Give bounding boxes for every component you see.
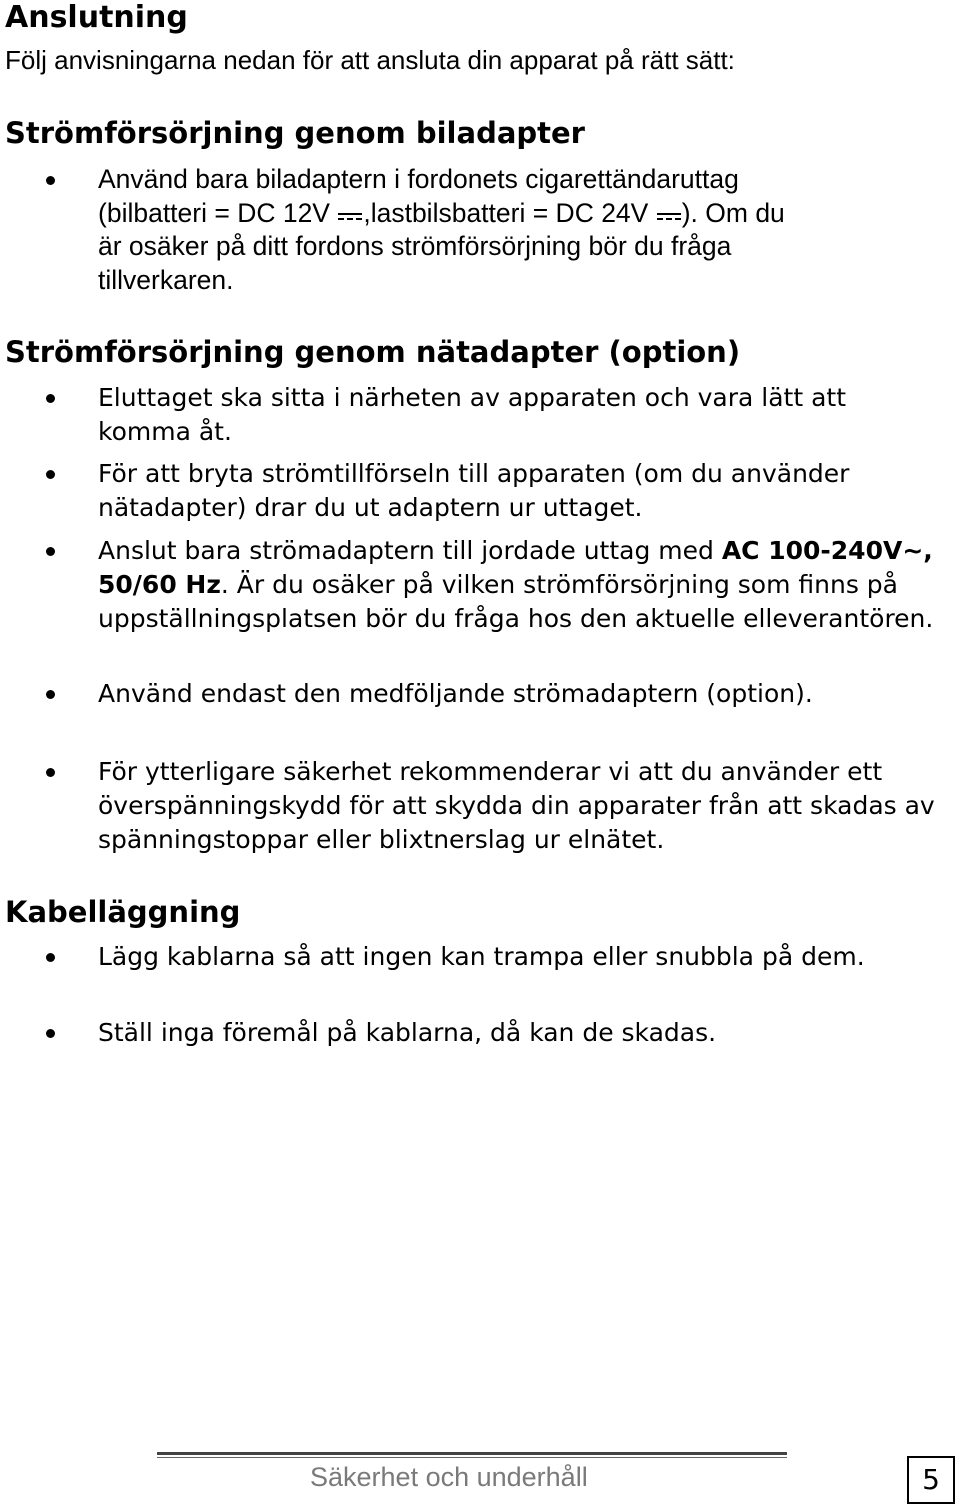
list-item: Använd endast den medföljande strömadaptern (option).	[0, 677, 943, 755]
kabellaggning-list	[0, 940, 960, 1050]
footer-title: Säkerhet och underhåll	[310, 1462, 588, 1492]
intro-text: Följ anvisningarna nedan för att ansluta din apparat på rätt sätt:	[5, 45, 735, 75]
section-heading-biladapter: Strömförsörjning genom biladapter	[5, 116, 585, 150]
list-item: Använd bara biladaptern i fordonets cigarettändaruttag (bilbatteri = DC 12V ,lastbilsbatteri = DC 24V ). Om du är osäker på ditt fordons strömförsörjning bör du fråga tillverkaren.	[0, 163, 943, 297]
bullet-icon	[46, 768, 55, 777]
direct-current-icon	[657, 212, 681, 222]
page-title: Anslutning	[5, 0, 188, 35]
list-item: För ytterligare säkerhet rekommenderar vi att du använder ett överspänningskydd för att skydda din apparater från att skadas av spänningstoppar eller blixtnerslag ur elnätet.	[0, 755, 943, 857]
list-item: Ställ inga föremål på kablarna, då kan de skadas.	[0, 1016, 943, 1050]
biladapter-list	[0, 163, 960, 297]
bullet-icon	[46, 690, 55, 699]
natadapter-list	[0, 381, 960, 857]
bullet-icon	[46, 547, 55, 556]
page-number: 5	[922, 1463, 940, 1496]
footer-rule	[157, 1452, 787, 1455]
page-number-box	[907, 1456, 955, 1504]
list-item: Anslut bara strömadaptern till jordade uttag med AC 100-240V~, 50/60 Hz. Är du osäker på vilken strömförsörjning som finns på uppställningsplatsen bör du fråga hos den aktuelle elleverantören.	[0, 534, 943, 677]
voltage-spec: AC 100-240V~, 50/60 Hz	[98, 536, 933, 599]
bullet-icon	[46, 1029, 55, 1038]
bullet-icon	[46, 470, 55, 479]
list-item: Lägg kablarna så att ingen kan trampa eller snubbla på dem.	[0, 940, 943, 1016]
section-heading-natadapter: Strömförsörjning genom nätadapter (option)	[5, 335, 741, 369]
direct-current-icon	[338, 212, 362, 222]
bullet-icon	[46, 176, 55, 185]
bullet-icon	[46, 953, 55, 962]
list-item: Eluttaget ska sitta i närheten av apparaten och vara lätt att komma åt.	[0, 381, 943, 457]
bullet-icon	[46, 394, 55, 403]
section-heading-kabellaggning: Kabelläggning	[5, 895, 241, 929]
list-item: För att bryta strömtillförseln till apparaten (om du använder nätadapter) drar du ut adaptern ur uttaget.	[0, 457, 943, 534]
